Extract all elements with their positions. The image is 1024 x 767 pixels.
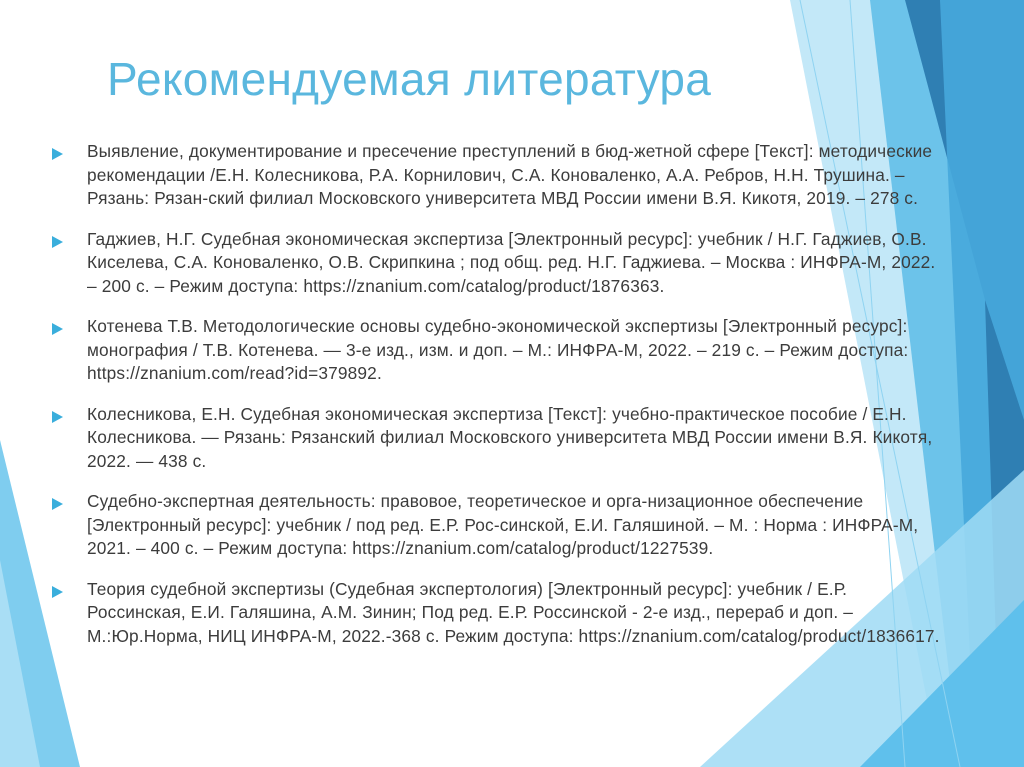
triangle-right-icon <box>52 411 63 423</box>
bibliography-text: Котенева Т.В. Методологические основы судебно-экономической экспертизы [Электронный ресурс]: монография / Т.В. Котенева. — 3-е изд., изм. и доп. – М.: ИНФРА-М, 2022. – 219 с. – Режим доступа: https://znanium.com/read?id=379892. <box>87 316 909 383</box>
triangle-right-icon <box>52 498 63 510</box>
bibliography-text: Теория судебной экспертизы (Судебная экспертология) [Электронный ресурс]: учебник / Е.Р. Россинская, Е.И. Галяшина, А.М. Зинин; Под ред. Е.Р. Россинской - 2-е изд., перераб и доп. – М.:Юр.Норма, НИЦ ИНФРА-М, 2022.-368 с. Режим доступа: https://znanium.com/catalog/product/1836617. <box>87 578 940 646</box>
bibliography-item <box>52 490 942 561</box>
bibliography-item <box>52 403 942 474</box>
triangle-right-icon <box>52 236 63 248</box>
bibliography-text: Судебно-экспертная деятельность: правовое, теоретическое и орга-низационное обеспечение [Электронный ресурс]: учебник / под ред. Е.Р. Рос-синской, Е.И. Галяшиной. – М. : Норма : ИНФРА-М, 2021. – 400 с. – Режим доступа: https://znanium.com/catalog/product/1227539. <box>87 491 919 558</box>
triangle-right-icon <box>52 323 63 335</box>
bibliography-item <box>52 140 942 211</box>
bibliography-text: Гаджиев, Н.Г. Судебная экономическая экспертиза [Электронный ресурс]: учебник / Н.Г. Гаджиев, О.В. Киселева, С.А. Коноваленко, О.В. Скрипкина ; под общ. ред. Н.Г. Гаджиева. – Москва : ИНФРА-М, 2022. – 200 с. – Режим доступа: https://znanium.com/catalog/product/1876363. <box>87 228 936 296</box>
bibliography-item <box>52 315 942 386</box>
bibliography-item <box>52 228 942 299</box>
bibliography-text: Выявление, документирование и пресечение преступлений в бюд-жетной сфере [Текст]: методические рекомендации /Е.Н. Колесникова, Р.А. Корнилович, С.А. Коноваленко, А.А. Ребров, Н.Н. Трушина. – Рязань: Рязан-ский филиал Московского университета МВД России имени В.Я. Кикотя, 2019. – 278 с. <box>87 141 933 208</box>
triangle-right-icon <box>52 586 63 598</box>
bibliography-item <box>52 578 942 649</box>
triangle-right-icon <box>52 148 63 160</box>
slide-title: Рекомендуемая литература <box>107 53 712 105</box>
bibliography-list <box>52 140 942 665</box>
bibliography-text: Колесникова, Е.Н. Судебная экономическая экспертиза [Текст]: учебно-практическое пособие / Е.Н. Колесникова. — Рязань: Рязанский филиал Московского университета МВД России имени В.Я. Кикотя, 2022. — 438 с. <box>87 403 933 471</box>
